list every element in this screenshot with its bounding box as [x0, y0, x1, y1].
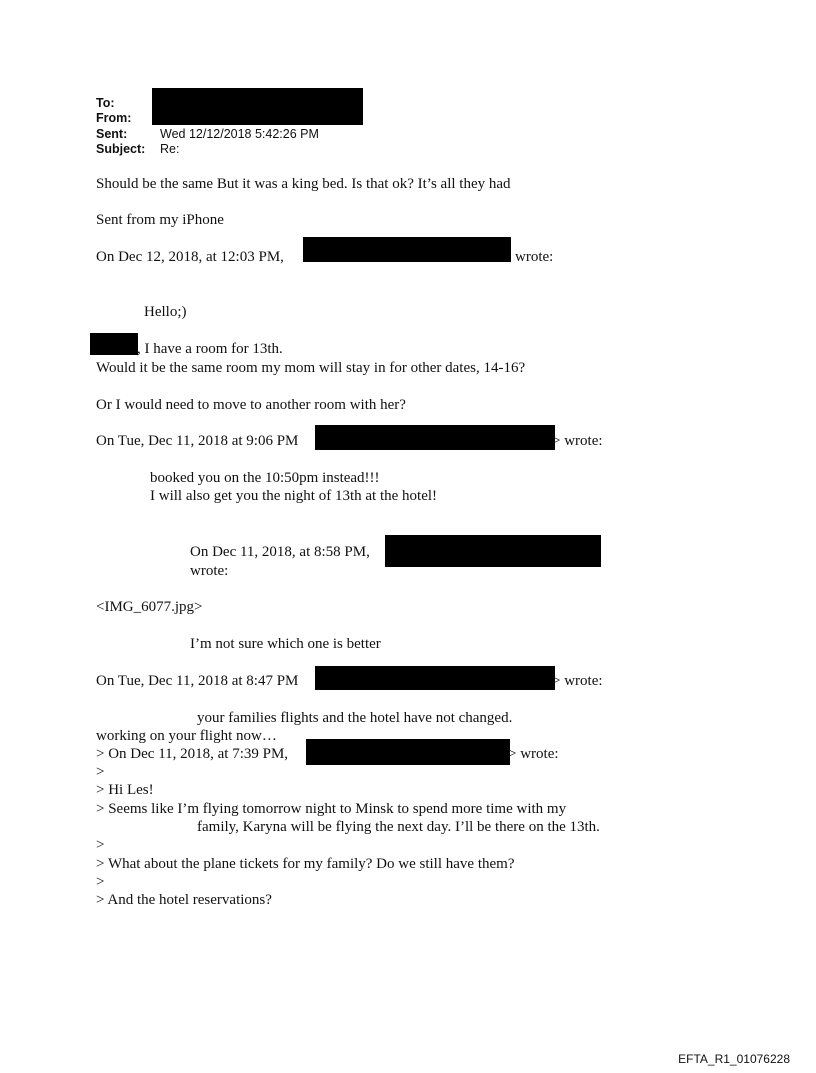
quote-header-prefix: On Tue, Dec 11, 2018 at 9:06 PM — [96, 433, 299, 449]
document-id: EFTA_R1_01076228 — [678, 1052, 790, 1066]
message-line: working on your flight now… — [96, 728, 277, 744]
message-line: , I have a room for 13th. — [137, 341, 283, 357]
redaction-block — [90, 333, 138, 355]
quote-header-prefix: On Dec 11, 2018, at 8:58 PM, — [190, 544, 370, 560]
from-label: From: — [96, 111, 132, 125]
quote-header-suffix: > wrote: — [508, 746, 559, 762]
signature-line: Sent from my iPhone — [96, 212, 224, 228]
subject-label: Subject: — [96, 142, 146, 156]
subject-value: Re: — [160, 142, 180, 156]
quote-header-suffix: > wrote: — [552, 433, 603, 449]
redaction-block — [303, 237, 511, 262]
message-line: Should be the same But it was a king bed. Is that ok? It’s all they had — [96, 176, 511, 192]
to-label: To: — [96, 96, 115, 110]
message-line: I will also get you the night of 13th at the hotel! — [150, 488, 438, 504]
message-line: your families flights and the hotel have not changed. — [197, 710, 513, 726]
quote-marker: > — [96, 874, 105, 890]
quote-header-prefix: On Tue, Dec 11, 2018 at 8:47 PM — [96, 673, 299, 689]
redaction-block — [385, 535, 601, 567]
quote-marker: > — [96, 764, 105, 780]
redaction-block — [306, 739, 510, 765]
message-line: Would it be the same room my mom will stay in for other dates, 14-16? — [96, 360, 526, 376]
redaction-block — [315, 666, 555, 690]
quote-header-prefix: On Dec 12, 2018, at 12:03 PM, — [96, 249, 284, 265]
message-line: booked you on the 10:50pm instead!!! — [150, 470, 380, 486]
quote-header-suffix: > wrote: — [552, 673, 603, 689]
message-line: Or I would need to move to another room with her? — [96, 397, 406, 413]
attachment-name: <IMG_6077.jpg> — [96, 599, 203, 615]
redaction-block — [315, 425, 555, 450]
quoted-line: > Hi Les! — [96, 782, 154, 798]
greeting-line: Hello;) — [144, 304, 187, 320]
quote-marker: > — [96, 837, 105, 853]
quote-header-suffix: wrote: — [190, 563, 229, 579]
message-line: I’m not sure which one is better — [190, 636, 381, 652]
quoted-line: > Seems like I’m flying tomorrow night to Minsk to spend more time with my — [96, 801, 567, 817]
sent-value: Wed 12/12/2018 5:42:26 PM — [160, 127, 319, 141]
quote-header-prefix: > On Dec 11, 2018, at 7:39 PM, — [96, 746, 289, 762]
redaction-block — [152, 88, 363, 125]
quoted-line: > And the hotel reservations? — [96, 892, 272, 908]
quote-header-suffix: wrote: — [515, 249, 554, 265]
quoted-line: family, Karyna will be flying the next day. I’ll be there on the 13th. — [197, 819, 600, 835]
sent-label: Sent: — [96, 127, 128, 141]
quoted-line: > What about the plane tickets for my family? Do we still have them? — [96, 856, 515, 872]
